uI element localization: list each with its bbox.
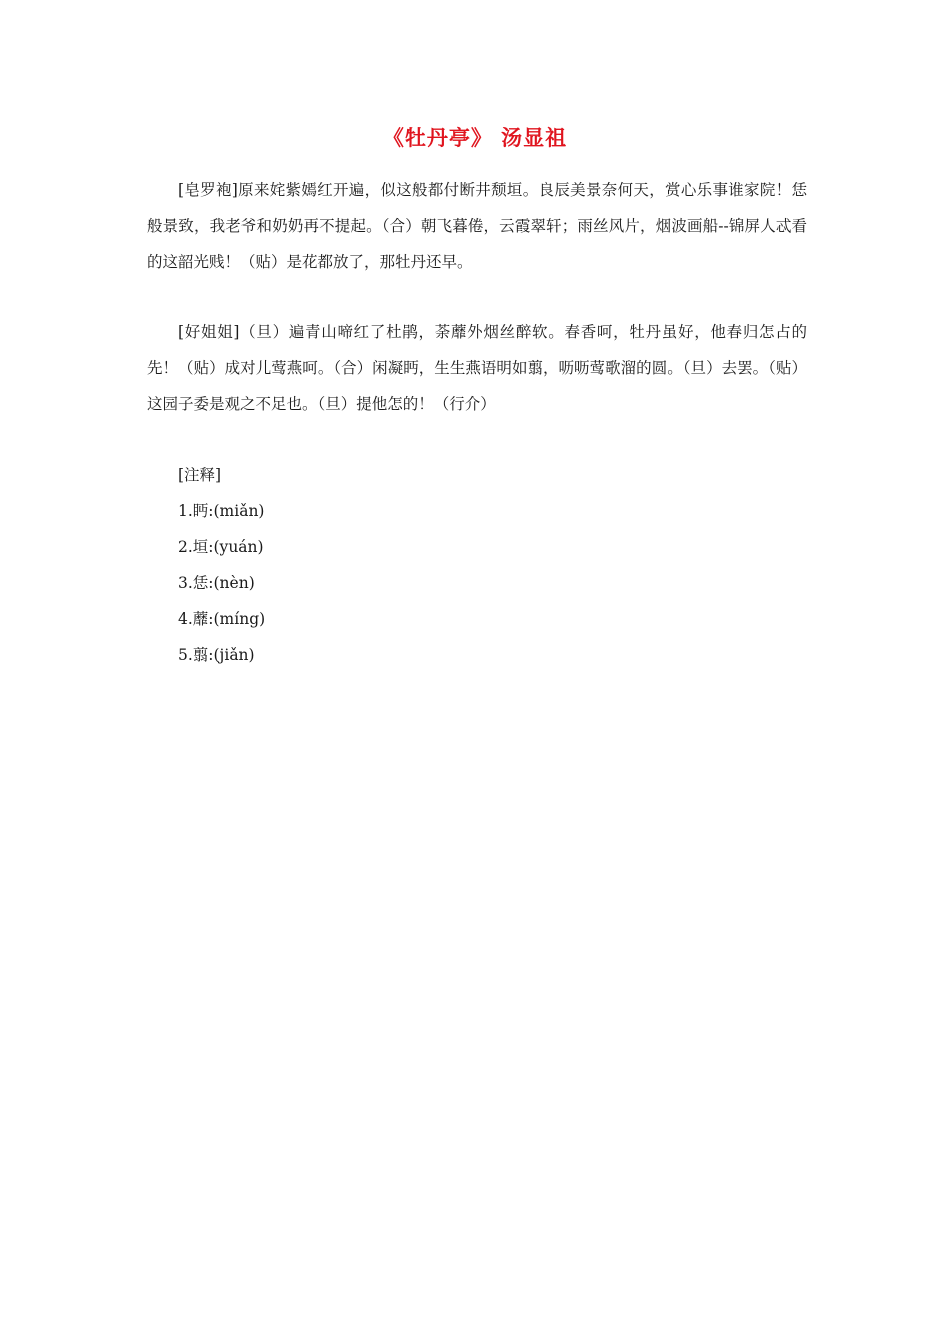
note-item: 1.眄:(miǎn)	[178, 502, 265, 520]
note-item: 3.恁:(nèn)	[178, 574, 255, 592]
page-title: 《牡丹亭》 汤显祖	[382, 126, 568, 150]
paragraph-zaoluopao: [皂罗袍]原来姹紫嫣红开遍，似这般都付断井颓垣。良辰美景奈何天，赏心乐事谁家院！恁般景致，我老爷和奶奶再不提起。（合）朝飞暮倦，云霞翠轩；雨丝风片，烟波画船--锦屏人忒看的这韶光贱！（贴）是花都放了，那牡丹还早。	[147, 181, 807, 271]
note-item: 4.蘼:(míng)	[178, 610, 266, 628]
notes-list	[178, 457, 265, 673]
note-item: 2.垣:(yuán)	[178, 538, 264, 556]
note-item: 5.翦:(jiǎn)	[178, 646, 255, 664]
notes-heading: [注释]	[178, 466, 222, 484]
paragraph-haojiejie: [好姐姐]（旦）遍青山啼红了杜鹃，荼蘼外烟丝醉软。春香呵，牡丹虽好，他春归怎占的先！（贴）成对儿莺燕呵。（合）闲凝眄，生生燕语明如翦，呖呖莺歌溜的圆。（旦）去罢。（贴）这园子委是观之不足也。（旦）提他怎的！（行介）	[147, 323, 807, 413]
